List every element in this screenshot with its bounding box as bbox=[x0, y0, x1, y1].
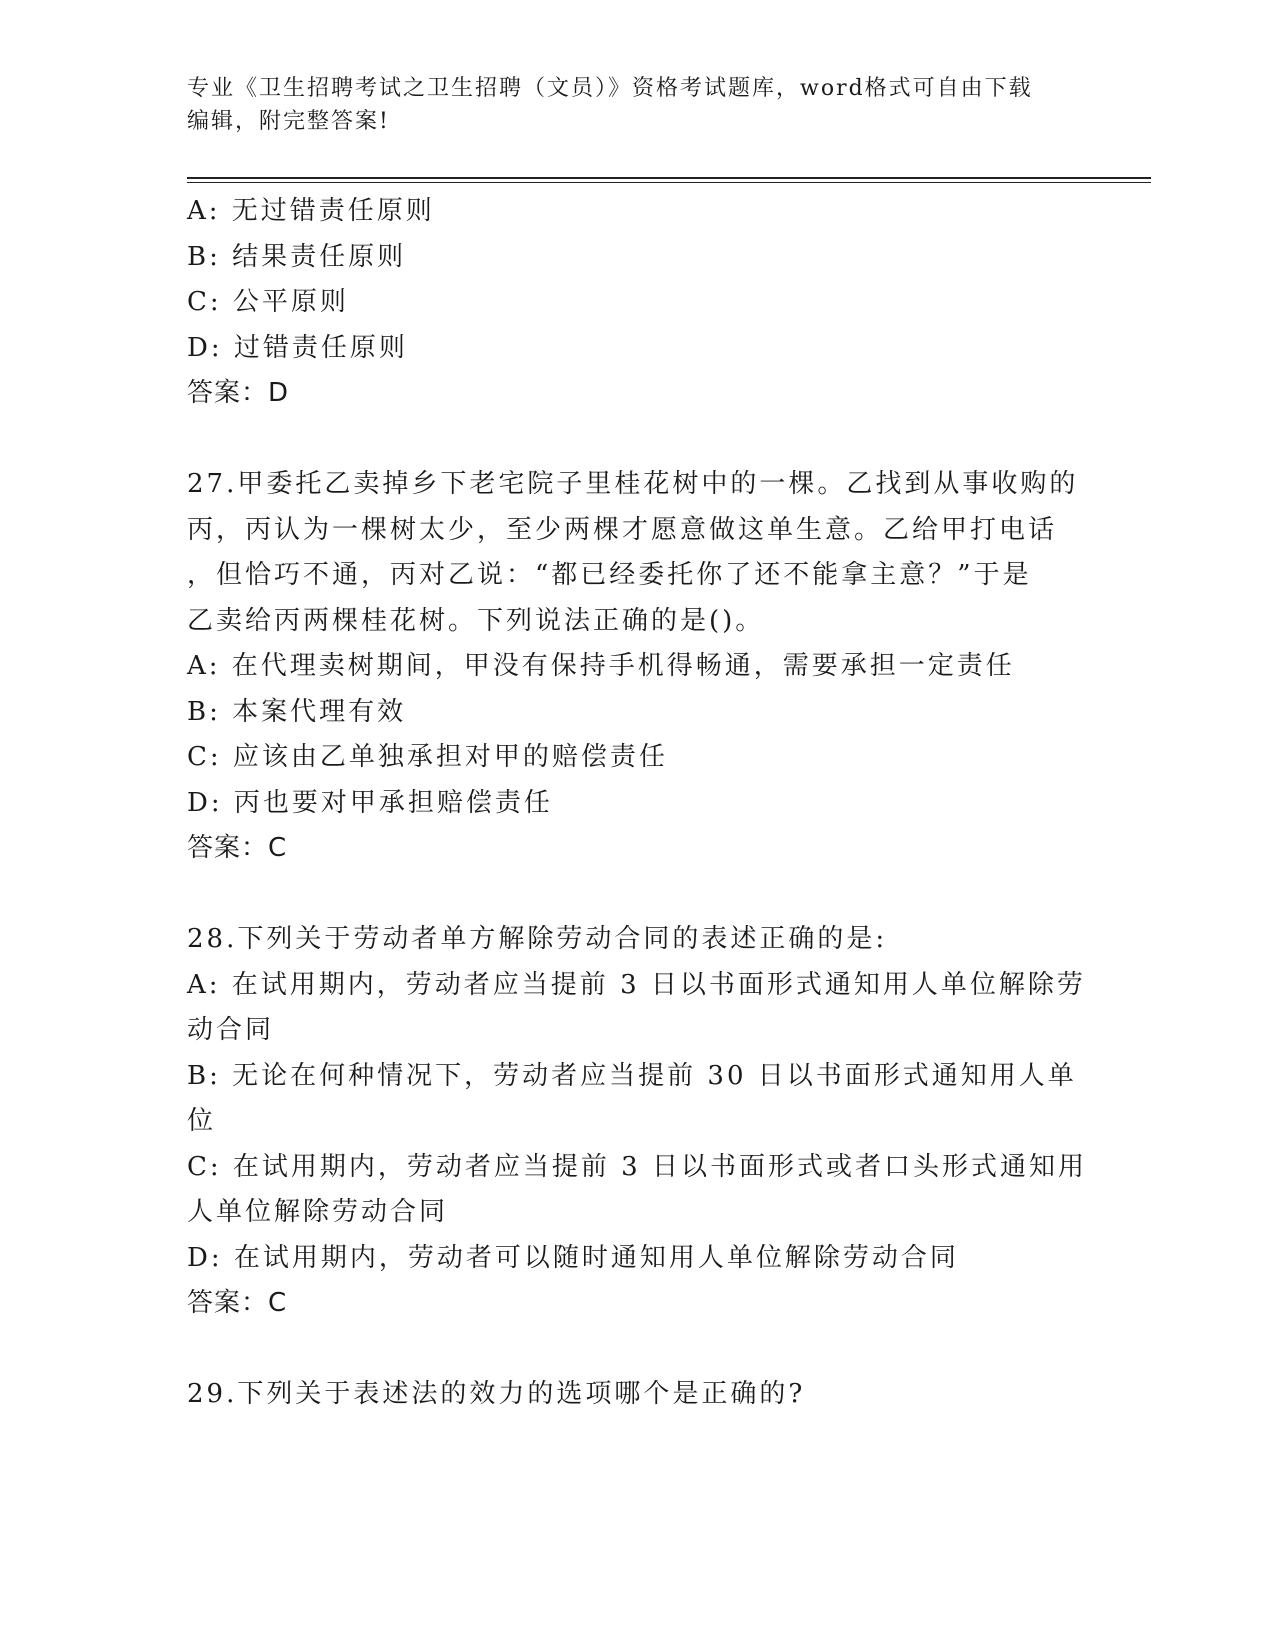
header-divider-thin bbox=[187, 182, 1151, 183]
option-b: B: 无论在何种情况下，劳动者应当提前 30 日以书面形式通知用人单 bbox=[187, 1060, 1077, 1091]
spacer bbox=[187, 872, 1087, 918]
option-b: B: 结果责任原则 bbox=[187, 241, 407, 272]
question-list bbox=[187, 189, 1087, 1418]
option-b: B: 本案代理有效 bbox=[187, 696, 407, 727]
question-27 bbox=[187, 462, 1087, 872]
option-c: C: 在试用期内，劳动者应当提前 3 日以书面形式或者口头形式通知用 bbox=[187, 1151, 1087, 1182]
question-stem: 乙卖给丙两棵桂花树。下列说法正确的是()。 bbox=[187, 605, 765, 636]
option-c: C: 应该由乙单独承担对甲的赔偿责任 bbox=[187, 742, 668, 772]
option-c-continued: 人单位解除劳动合同 bbox=[187, 1197, 449, 1227]
option-d: D: 在试用期内，劳动者可以随时通知用人单位解除劳动合同 bbox=[187, 1242, 959, 1273]
option-c: C: 公平原则 bbox=[187, 287, 349, 317]
question-stem: 29.下列关于表述法的效力的选项哪个是正确的? bbox=[187, 1379, 806, 1409]
question-stem: ，但恰巧不通，丙对乙说：“都已经委托你了还不能拿主意？”于是 bbox=[187, 560, 1032, 590]
option-a: A: 在代理卖树期间，甲没有保持手机得畅通，需要承担一定责任 bbox=[187, 651, 1015, 681]
option-d: D: 过错责任原则 bbox=[187, 332, 408, 363]
question-29 bbox=[187, 1372, 1087, 1418]
question-stem: 27.甲委托乙卖掉乡下老宅院子里桂花树中的一棵。乙找到从事收购的 bbox=[187, 469, 1079, 499]
header-line-1: 专业《卫生招聘考试之卫生招聘（文员）》资格考试题库，word格式可自由下载 bbox=[187, 76, 1033, 101]
answer: 答案：C bbox=[187, 1288, 288, 1318]
header-line-2: 编辑，附完整答案! bbox=[187, 109, 390, 134]
question-28 bbox=[187, 917, 1087, 1327]
answer: 答案：D bbox=[187, 378, 290, 408]
option-a: A: 无过错责任原则 bbox=[187, 196, 435, 226]
header-divider-thick bbox=[187, 177, 1151, 179]
answer: 答案：C bbox=[187, 833, 288, 863]
option-d: D: 丙也要对甲承担赔偿责任 bbox=[187, 787, 553, 818]
document-header bbox=[187, 72, 1067, 138]
spacer bbox=[187, 1327, 1087, 1373]
question-stem: 28.下列关于劳动者单方解除劳动合同的表述正确的是: bbox=[187, 924, 888, 954]
option-a-continued: 动合同 bbox=[187, 1015, 275, 1045]
spacer bbox=[187, 417, 1087, 463]
question-26 bbox=[187, 189, 1087, 417]
option-b-continued: 位 bbox=[187, 1106, 217, 1136]
question-stem: 丙，丙认为一棵树太少，至少两棵才愿意做这单生意。乙给甲打电话 bbox=[187, 514, 1058, 545]
option-a: A: 在试用期内，劳动者应当提前 3 日以书面形式通知用人单位解除劳 bbox=[187, 969, 1086, 1000]
